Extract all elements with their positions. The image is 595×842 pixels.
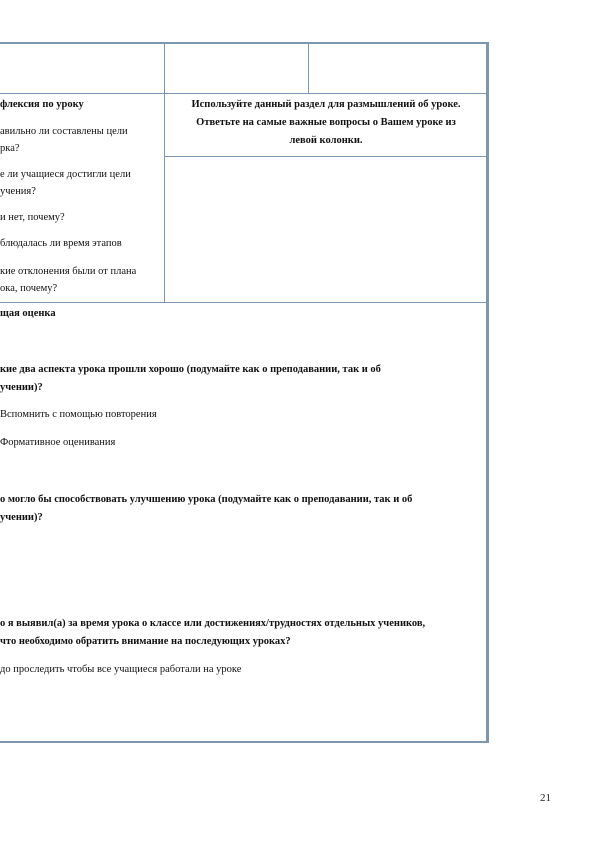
reflection-question-2-line-1: е ли учащиеся достигли цели bbox=[0, 169, 131, 180]
overall-title: щая оценка bbox=[0, 308, 56, 319]
answer-findings: до проследить чтобы все учащиеся работали на уроке bbox=[0, 664, 242, 675]
question-findings-line-2: что необходимо обратить внимание на последующих уроках? bbox=[0, 636, 291, 647]
reflection-question-1-line-2: рка? bbox=[0, 143, 20, 154]
row-divider-2 bbox=[0, 302, 489, 303]
instructions-divider bbox=[164, 156, 489, 157]
reflection-question-5-line-1: кие отклонения были от плана bbox=[0, 266, 137, 277]
instructions-line-1: Используйте данный раздел для размышлений об уроке. bbox=[191, 99, 461, 110]
instructions-line-3: левой колонки. bbox=[289, 135, 363, 146]
table-top-border bbox=[0, 42, 489, 44]
reflection-question-1-line-1: авильно ли составлены цели bbox=[0, 126, 128, 137]
column-divider-header bbox=[308, 42, 309, 94]
answer-good-aspect-2: Формативное оценивания bbox=[0, 437, 116, 448]
column-divider-left bbox=[164, 42, 165, 303]
question-improvement-line-1: о могло бы способствовать улучшению урока (подумайте как о преподавании, так и об bbox=[0, 494, 413, 505]
instructions-line-2: Ответьте на самые важные вопросы о Вашем уроке из bbox=[196, 117, 456, 128]
table-bottom-border bbox=[0, 741, 489, 743]
table-right-border bbox=[486, 42, 489, 743]
reflection-question-3: и нет, почему? bbox=[0, 212, 65, 223]
question-improvement-line-2: учении)? bbox=[0, 512, 43, 523]
reflection-title: флексия по уроку bbox=[0, 99, 84, 110]
reflection-question-4: блюдалась ли время этапов bbox=[0, 238, 122, 249]
answer-good-aspect-1: Вспомнить с помощью повторения bbox=[0, 409, 157, 420]
row-divider-1 bbox=[0, 93, 489, 94]
question-good-aspects-line-2: учении)? bbox=[0, 382, 43, 393]
question-findings-line-1: о я выявил(а) за время урока о классе или достижениях/трудностях отдельных учеников, bbox=[0, 618, 426, 629]
reflection-question-5-line-2: ока, почему? bbox=[0, 283, 58, 294]
reflection-question-2-line-2: учения? bbox=[0, 186, 36, 197]
question-good-aspects-line-1: кие два аспекта урока прошли хорошо (подумайте как о преподавании, так и об bbox=[0, 364, 381, 375]
page-number: 21 bbox=[540, 792, 551, 804]
